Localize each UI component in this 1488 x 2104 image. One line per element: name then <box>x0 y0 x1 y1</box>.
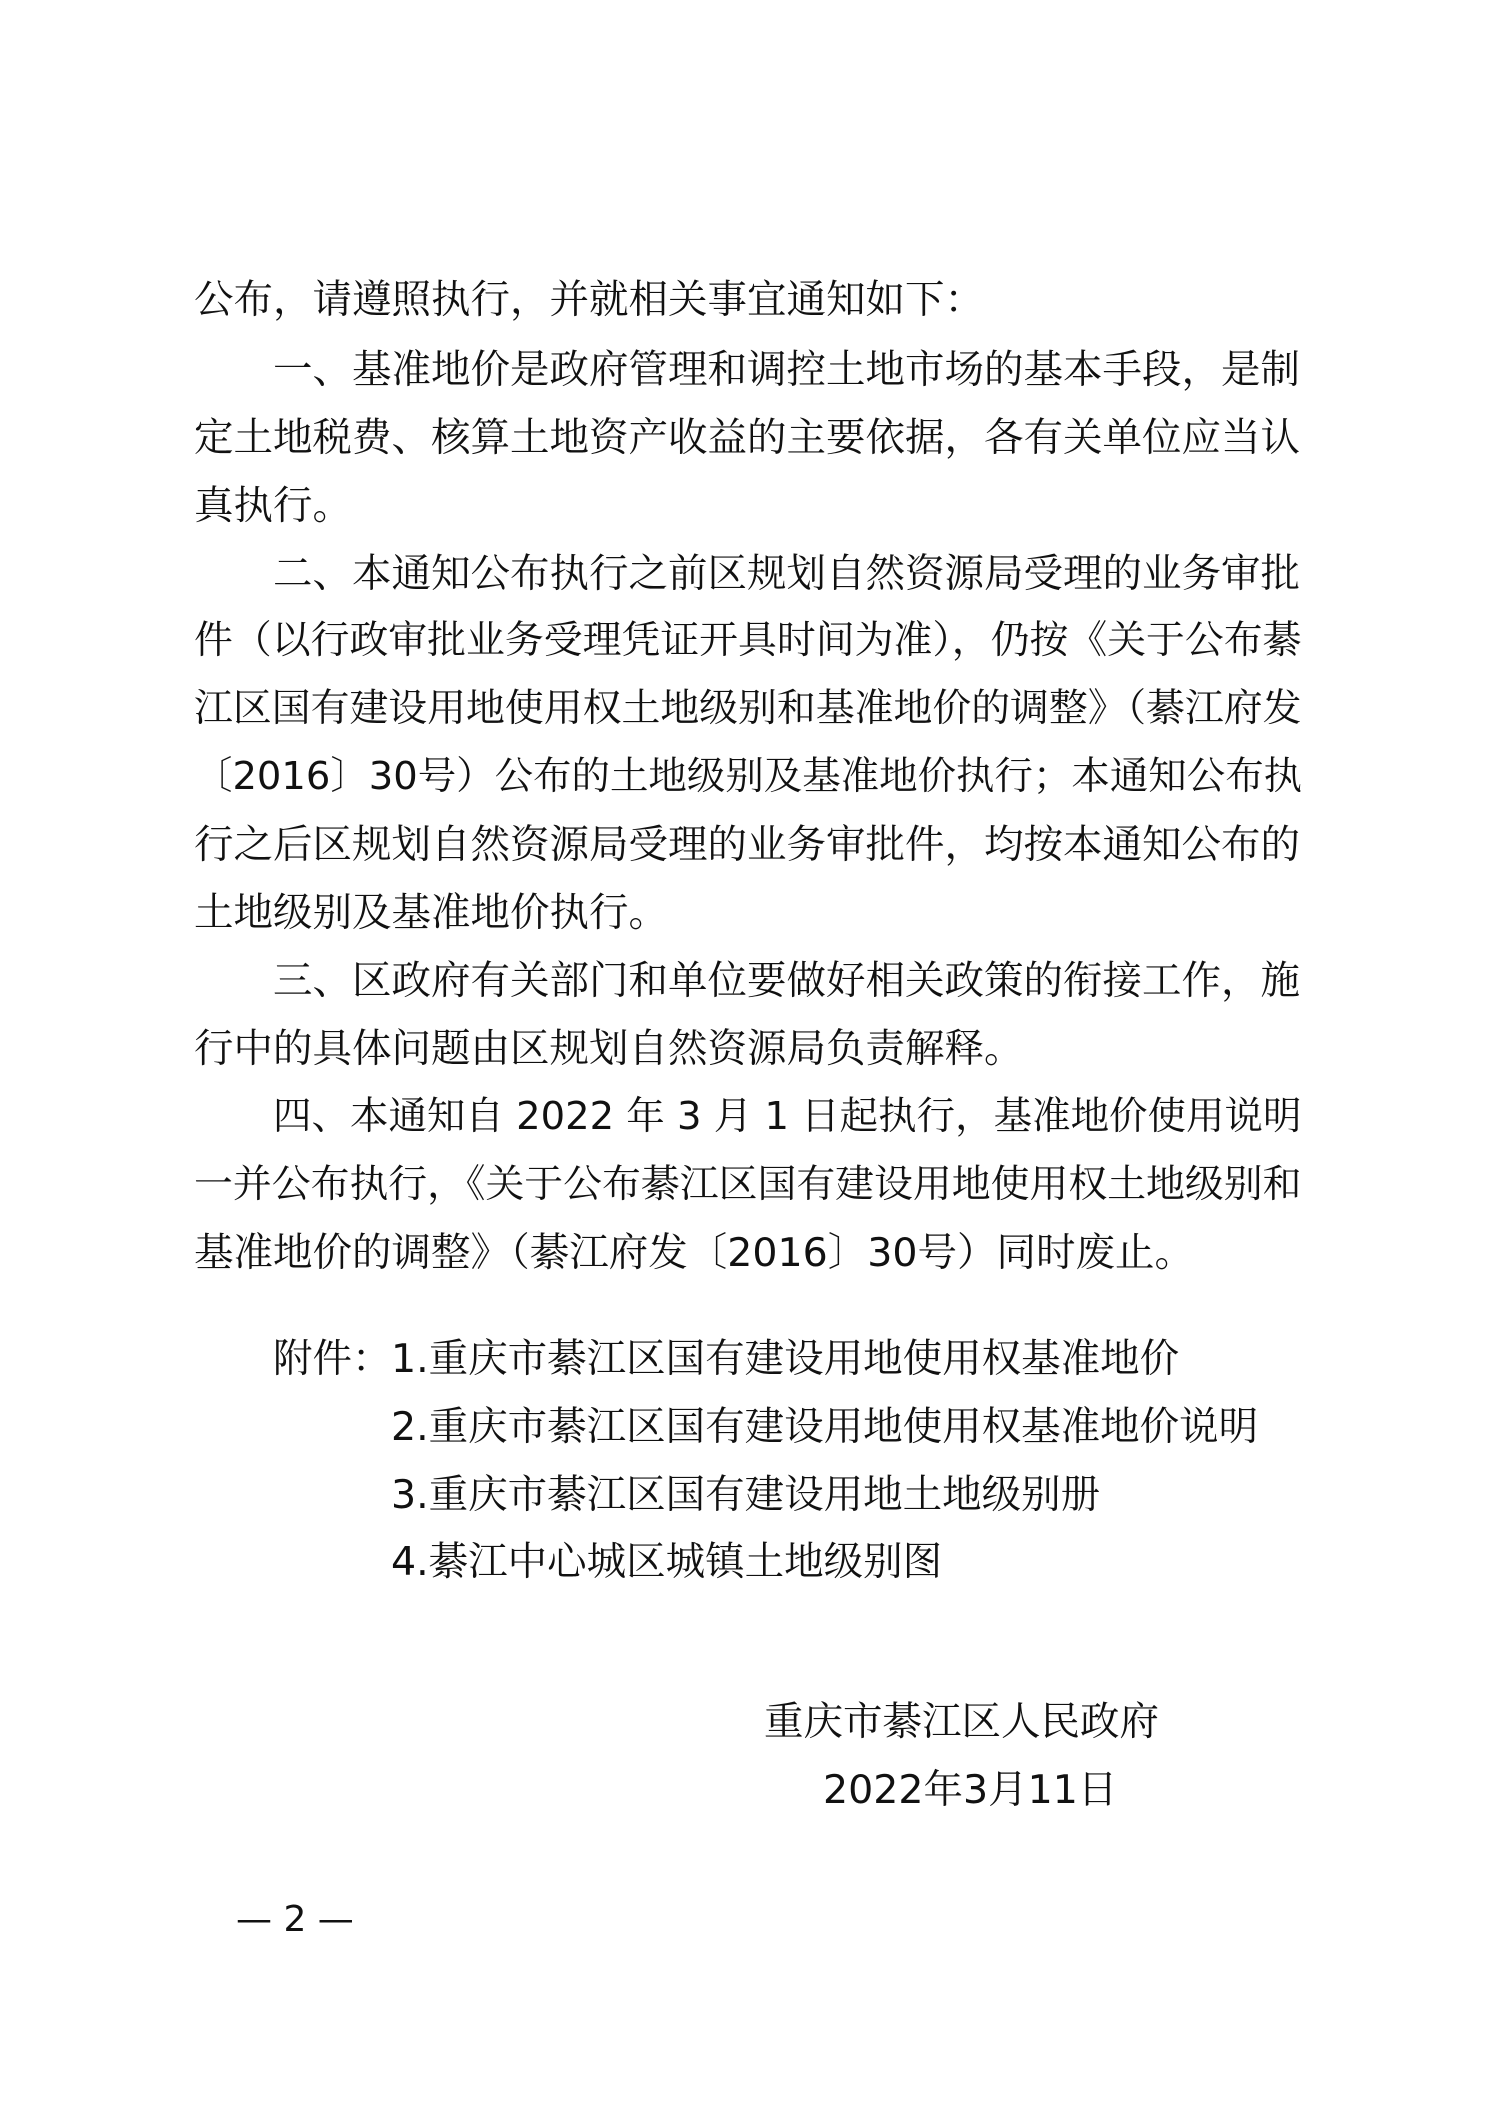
page-number: — 2 — <box>236 1899 354 1940</box>
body-text-line: 三、区政府有关部门和单位要做好相关政策的衔接工作，施 <box>273 958 1300 1004</box>
body-text-line: 件（以行政审批业务受理凭证开具时间为准），仍按《关于公布綦 <box>194 618 1302 663</box>
attachment-item: 4.綦江中心城区城镇土地级别图 <box>391 1539 943 1585</box>
body-text-line: 定土地税费、核算土地资产收益的主要依据，各有关单位应当认 <box>194 415 1300 461</box>
body-text-line: 行中的具体问题由区规划自然资源局负责解释。 <box>194 1026 1024 1072</box>
issue-date: 2022年3月11日 <box>823 1767 1118 1813</box>
body-text-line: 土地级别及基准地价执行。 <box>194 890 668 936</box>
body-text-line: 公布，请遵照执行，并就相关事宜通知如下： <box>194 277 984 323</box>
body-text-line: 真执行。 <box>194 483 352 529</box>
body-text-line: 二、本通知公布执行之前区规划自然资源局受理的业务审批 <box>273 551 1300 597</box>
body-text-line: 〔2016〕30号）公布的土地级别及基准地价执行；本通知公布执 <box>194 754 1303 799</box>
body-text-line: 一并公布执行，《关于公布綦江区国有建设用地使用权土地级别和 <box>194 1162 1302 1207</box>
body-text-line: 一、基准地价是政府管理和调控土地市场的基本手段，是制 <box>273 347 1300 393</box>
issuer-name: 重庆市綦江区人民政府 <box>764 1699 1159 1745</box>
attachment-item: 2.重庆市綦江区国有建设用地使用权基准地价说明 <box>391 1404 1259 1450</box>
body-text-line: 行之后区规划自然资源局受理的业务审批件，均按本通知公布的 <box>194 822 1300 868</box>
body-text-line: 江区国有建设用地使用权土地级别和基准地价的调整》（綦江府发 <box>194 686 1302 731</box>
body-text-line: 四、本通知自 2022 年 3 月 1 日起执行，基准地价使用说明 <box>273 1094 1302 1139</box>
attachments-label: 附件： <box>273 1336 392 1382</box>
attachment-item: 1.重庆市綦江区国有建设用地使用权基准地价 <box>391 1336 1180 1382</box>
body-text-line: 基准地价的调整》（綦江府发〔2016〕30号）同时废止。 <box>194 1230 1195 1276</box>
attachment-item: 3.重庆市綦江区国有建设用地土地级别册 <box>391 1472 1101 1518</box>
